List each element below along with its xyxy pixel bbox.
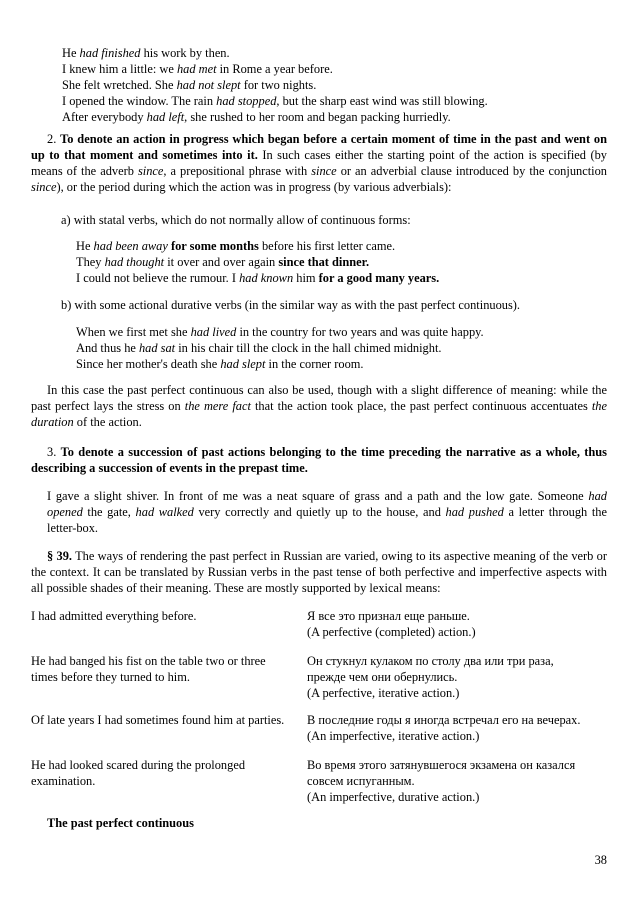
sub-a-examples — [31, 238, 607, 286]
text-run: When we first met she — [76, 325, 191, 339]
text-run: of the action. — [73, 415, 142, 429]
cell-line: He had looked scared during the prolonged — [31, 758, 246, 772]
italic-verb: had stopped — [216, 94, 277, 108]
text-run: a letter through the letter-box. — [47, 505, 608, 535]
text-run: 3. — [47, 445, 61, 459]
italic-verb: had met — [176, 62, 217, 76]
section-39-paragraph — [31, 548, 607, 596]
rule-3-paragraph — [31, 444, 607, 476]
text-run: After everybody — [62, 110, 147, 124]
text-run: in his chair till the clock in the hall chimed midnight. — [175, 341, 442, 355]
text-run: I could not believe the rumour. I — [76, 271, 240, 285]
text-run: Since her mother's death she — [76, 357, 221, 371]
italic-verb: since — [137, 164, 164, 178]
text-run: He — [76, 239, 94, 253]
cell-line: I had admitted everything before. — [31, 609, 197, 623]
text-run: ), or the period during which the action was in progress (by various adverbials): — [56, 180, 452, 194]
continuous-note-paragraph — [31, 382, 607, 430]
cell-line: Of late years I had sometimes found him at parties. — [31, 713, 285, 727]
text-run: I gave a slight shiver. In front of me was a neat square of grass and a path and the low gate. Someone — [47, 489, 589, 503]
example-line — [76, 356, 607, 372]
example-line — [76, 270, 607, 286]
italic-verb: since — [31, 180, 57, 194]
text-run: 2. — [47, 132, 61, 146]
italic-verb: had slept — [220, 357, 266, 371]
text-run: in Rome a year before. — [216, 62, 333, 76]
italic-verb: had thought — [104, 255, 165, 269]
text-run: that the action took place, the past perfect continuous accentuates — [250, 399, 592, 413]
russian-translation — [307, 712, 607, 744]
text-run: his work by then. — [140, 46, 230, 60]
italic-verb: the duration — [31, 399, 607, 429]
translation-row — [31, 608, 607, 640]
text-run: , but the sharp east wind was still blowing. — [276, 94, 488, 108]
italic-verb: had sat — [138, 341, 176, 355]
translation-row — [31, 712, 607, 744]
text-run: He — [62, 46, 80, 60]
example-line — [76, 254, 607, 270]
sub-a-heading: a) with statal verbs, which do not normally allow of continuous forms: — [61, 213, 411, 227]
english-sentence — [31, 712, 307, 744]
text-run: In this case the past perfect continuous can also be used, though with a slight difference of meaning: while the past perfect lays the stress on — [31, 383, 607, 413]
example-line — [76, 324, 607, 340]
example-line — [62, 77, 607, 93]
text-run: very correctly and quietly up to the house, and — [193, 505, 446, 519]
russian-translation — [307, 608, 607, 640]
example-line — [76, 238, 607, 254]
russian-translation — [307, 653, 607, 701]
cell-line: (A perfective (completed) action.) — [307, 625, 476, 639]
text-run: before his first letter came. — [258, 239, 396, 253]
text-run: They — [76, 255, 105, 269]
cell-line: Я все это признал еще раньше. — [307, 609, 470, 623]
cell-line: times before they turned to him. — [31, 670, 190, 684]
english-sentence — [31, 757, 307, 805]
text-run: In such cases either the starting point of the action is specified (by means of the adverb — [31, 148, 607, 178]
text-run: the gate, — [82, 505, 136, 519]
bold-text: for a good many years. — [318, 271, 440, 285]
example-line — [62, 109, 607, 125]
text-run: or an adverbial clause introduced by the conjunction — [336, 164, 607, 178]
text-run: in the corner room. — [265, 357, 364, 371]
text-run: it over and over again — [164, 255, 279, 269]
italic-verb: had lived — [190, 325, 237, 339]
example-line — [76, 340, 607, 356]
cell-line: совсем испуганным. — [307, 774, 415, 788]
example-line — [62, 61, 607, 77]
example-line — [62, 93, 607, 109]
rule-3-example — [31, 488, 607, 536]
cell-line: В последние годы я иногда встречал его на вечерах. — [307, 713, 581, 727]
text-run: , she rushed to her room and began packing hurriedly. — [184, 110, 451, 124]
cell-line: (An imperfective, durative action.) — [307, 790, 480, 804]
text-run: in the country for two years and was quite happy. — [236, 325, 484, 339]
example-line — [62, 45, 607, 61]
cell-line: (A perfective, iterative action.) — [307, 686, 460, 700]
text-run: , a prepositional phrase with — [163, 164, 312, 178]
cell-line: Он стукнул кулаком по столу два или три раза, — [307, 654, 554, 668]
italic-verb: had opened — [47, 489, 607, 519]
english-sentence — [31, 608, 307, 640]
sub-b-heading: b) with some actional durative verbs (in the similar way as with the past perfect continuous). — [61, 298, 521, 312]
english-sentence — [31, 653, 307, 701]
page-number: 38 — [594, 853, 607, 867]
text-run: for two nights. — [240, 78, 317, 92]
italic-verb: had left — [146, 110, 185, 124]
cell-line: He had banged his fist on the table two or three — [31, 654, 266, 668]
cell-line: examination. — [31, 774, 96, 788]
rule-2-paragraph — [31, 131, 607, 195]
russian-translation — [307, 757, 607, 805]
bold-text: To denote a succession of past actions belonging to the time preceding the narrative as a whole, thus describing a succession of events in the prepast time. — [31, 445, 608, 475]
bold-text: since that dinner. — [278, 255, 370, 269]
italic-verb: had pushed — [445, 505, 504, 519]
cell-line: Во время этого затянувшегося экзамена он казался — [307, 758, 576, 772]
cell-line: (An imperfective, iterative action.) — [307, 729, 480, 743]
text-run: And thus he — [76, 341, 139, 355]
italic-verb: since — [311, 164, 337, 178]
text-run: him — [293, 271, 319, 285]
translation-row — [31, 757, 607, 805]
text-run: I knew him a little: we — [62, 62, 177, 76]
bold-text: § 39. — [47, 549, 72, 563]
text-run: I opened the window. The rain — [62, 94, 217, 108]
sub-b-examples — [31, 324, 607, 372]
translation-row — [31, 653, 607, 701]
italic-verb: had been away — [93, 239, 168, 253]
italic-verb: had walked — [135, 505, 194, 519]
cell-line: прежде чем они обернулись. — [307, 670, 458, 684]
text-run: She felt wretched. She — [62, 78, 177, 92]
bold-text: To denote an action in progress which began before a certain moment of time in the past and went on up to that moment and sometimes into it. — [31, 132, 608, 162]
italic-verb: had known — [239, 271, 294, 285]
italic-verb: had finished — [79, 46, 141, 60]
bold-text: for some months — [170, 239, 259, 253]
italic-verb: the mere fact — [184, 399, 251, 413]
text-run: The ways of rendering the past perfect in Russian are varied, owing to its aspective meaning of the verb or the context. It can be translated by Russian verbs in the past tense of both perfective and imperfective aspects with all possible shades of their meaning. These are mostly supported by lexical means: — [31, 549, 607, 595]
italic-verb: had not slept — [176, 78, 241, 92]
section-heading-past-perfect-continuous: The past perfect continuous — [47, 816, 194, 830]
opening-examples — [31, 45, 607, 125]
